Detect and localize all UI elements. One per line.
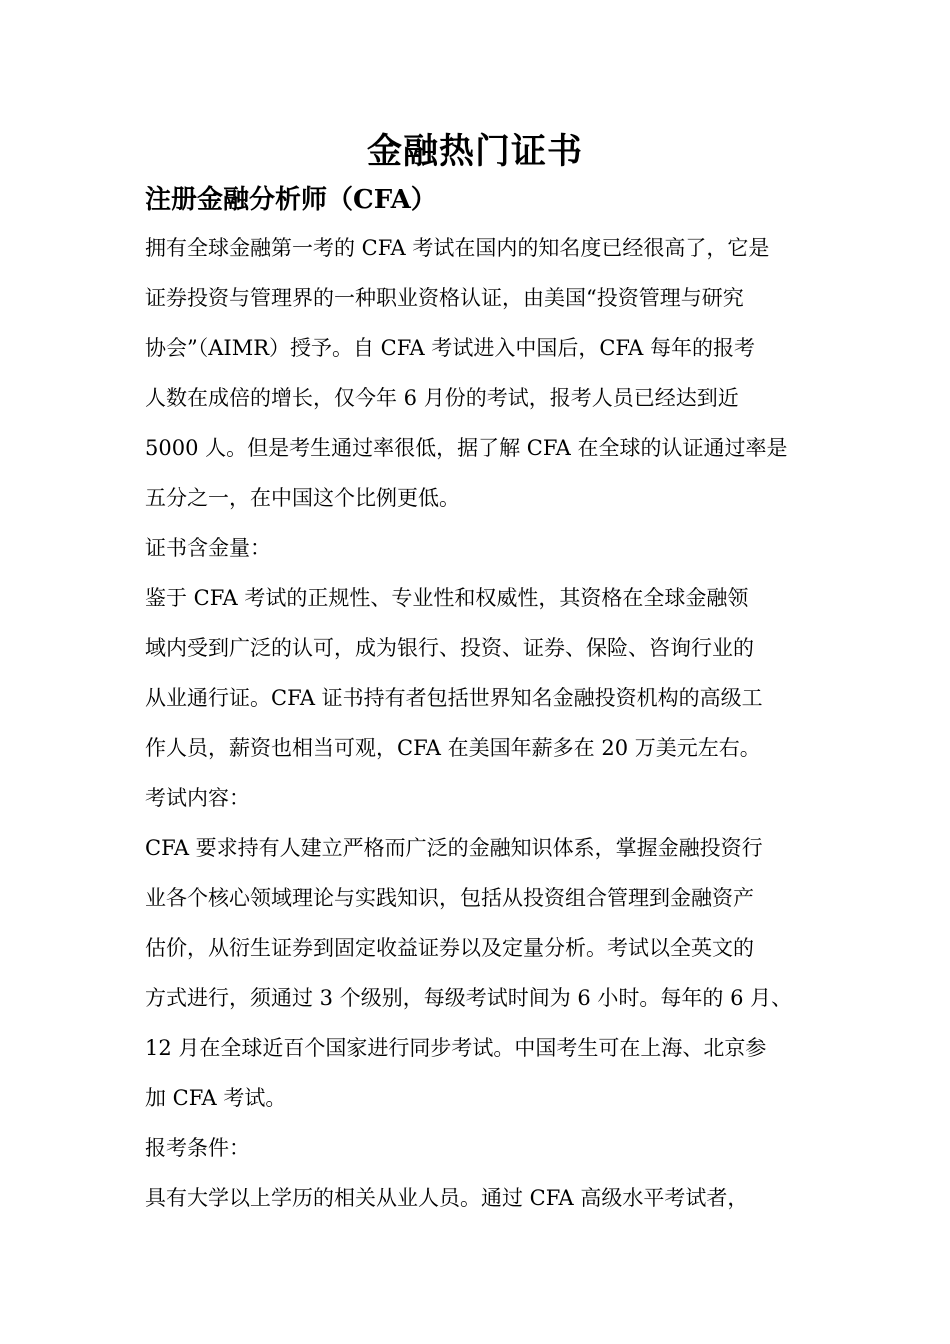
paragraph-line: 具有大学以上学历的相关从业人员。通过 CFA 高级水平考试者， bbox=[145, 1186, 749, 1210]
page-title: 金融热门证书 bbox=[366, 131, 583, 172]
paragraph-line: 估价，从衍生证券到固定收益证券以及定量分析。考试以全英文的 bbox=[145, 936, 754, 960]
paragraph-line: 协会”（AIMR）授予。自 CFA 考试进入中国后，CFA 每年的报考 bbox=[145, 336, 755, 360]
paragraph-line: 拥有全球金融第一考的 CFA 考试在国内的知名度已经很高了，它是 bbox=[145, 236, 770, 260]
paragraph-line: 5000 人。但是考生通过率很低，据了解 CFA 在全球的认证通过率是 bbox=[145, 436, 788, 460]
paragraph-line: 作人员，薪资也相当可观，CFA 在美国年薪多在 20 万美元左右。 bbox=[145, 736, 761, 760]
paragraph-line: 证券投资与管理界的一种职业资格认证，由美国“投资管理与研究 bbox=[145, 286, 744, 310]
paragraph-line: 五分之一，在中国这个比例更低。 bbox=[145, 486, 460, 510]
section-label-value: 证书含金量： bbox=[145, 536, 271, 560]
paragraph-line: 人数在成倍的增长，仅今年 6 月份的考试，报考人员已经达到近 bbox=[145, 386, 739, 410]
section-label-content: 考试内容： bbox=[145, 786, 250, 810]
section-heading-cfa: 注册金融分析师（CFA） bbox=[145, 185, 437, 215]
paragraph-line: 加 CFA 考试。 bbox=[145, 1086, 287, 1110]
paragraph-line: 业各个核心领域理论与实践知识，包括从投资组合管理到金融资产 bbox=[145, 886, 754, 910]
section-label-requirements: 报考条件： bbox=[145, 1136, 250, 1160]
paragraph-line: 鉴于 CFA 考试的正规性、专业性和权威性，其资格在全球金融领 bbox=[145, 586, 749, 610]
paragraph-line: 从业通行证。CFA 证书持有者包括世界知名金融投资机构的高级工 bbox=[145, 686, 763, 710]
paragraph-line: CFA 要求持有人建立严格而广泛的金融知识体系，掌握金融投资行 bbox=[145, 836, 763, 860]
paragraph-line: 域内受到广泛的认可，成为银行、投资、证券、保险、咨询行业的 bbox=[145, 636, 754, 660]
paragraph-line: 12 月在全球近百个国家进行同步考试。中国考生可在上海、北京参 bbox=[145, 1036, 767, 1060]
paragraph-line: 方式进行，须通过 3 个级别，每级考试时间为 6 小时。每年的 6 月、 bbox=[145, 986, 793, 1010]
